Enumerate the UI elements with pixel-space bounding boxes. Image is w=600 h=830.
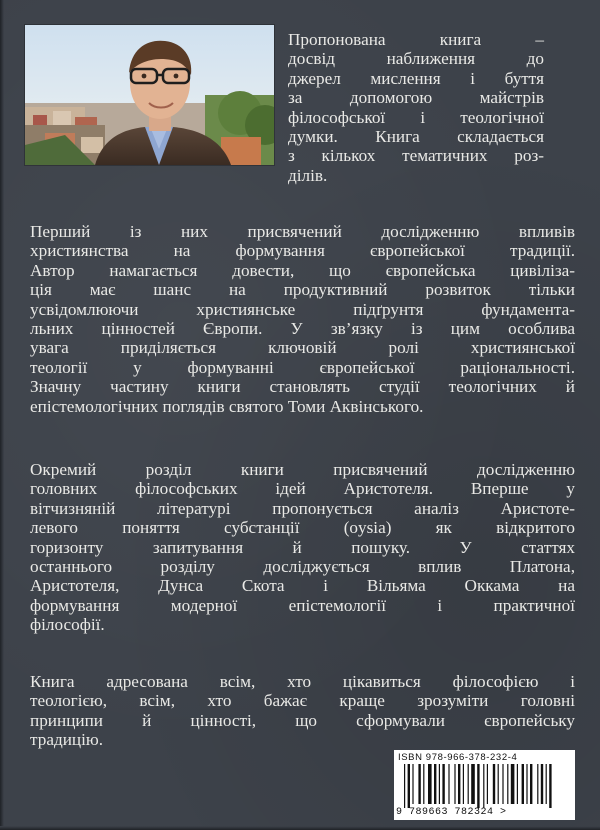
barcode-bar: [517, 764, 518, 804]
intro-line: джерел мислення і буття: [288, 68, 544, 88]
barcode-bar: [530, 764, 532, 804]
paragraph-first-section: [30, 222, 575, 416]
barcode-bar: [471, 764, 475, 804]
paragraph-line: теологією, всім, хто бажає краще зрозуміти головні: [30, 691, 575, 711]
paragraph-line: левого поняття субстанції (oysia) як відкритого: [30, 518, 575, 538]
paragraph-line: головних філософських ідей Аристотеля. Вперше у: [30, 479, 575, 499]
barcode-bars: [404, 764, 565, 808]
barcode-bar: [439, 764, 440, 804]
intro-line: досвід наближення до: [288, 49, 544, 69]
paragraph-line: Книга адресована всім, хто цікавиться філософією і: [30, 672, 575, 691]
barcode-bar: [546, 764, 547, 804]
cover-bottom-edge: [0, 826, 600, 830]
barcode-bar: [468, 764, 469, 804]
barcode-bar: [463, 764, 464, 804]
paragraph-line: принципи й цінності, що сформували європейську: [30, 710, 575, 730]
barcode-bar: [549, 764, 551, 808]
paragraph-line: епістемологічних поглядів святого Томи Аквінського.: [30, 396, 424, 416]
intro-line: за допомогою майстрів: [288, 88, 544, 108]
barcode-bar: [502, 764, 503, 804]
barcode-bar: [522, 764, 524, 804]
barcode-bar: [511, 764, 515, 804]
intro-line: ділів.: [288, 165, 328, 185]
isbn-barcode: [394, 750, 575, 820]
paragraph-line: філософії.: [30, 615, 105, 635]
paragraph-line: теології у формуванні європейської раціональності.: [30, 357, 575, 377]
paragraph-line: Окремий розділ книги присвячений дослідженню: [30, 460, 575, 479]
barcode-bar: [418, 764, 420, 804]
paragraph-line: усвідомлюючи християнське підґрунтя фундамента-: [30, 299, 575, 319]
paragraph-line: християнства на формування європейської традиції.: [30, 241, 575, 261]
paragraph-audience: [30, 672, 575, 750]
barcode-bar: [404, 764, 405, 808]
intro-line: Пропонована книга –: [288, 30, 544, 49]
paragraph-line: останнього розділу досліджується вплив Платона,: [30, 557, 575, 577]
intro-line: з кількох тематичних роз-: [288, 146, 544, 166]
barcode-bar: [498, 764, 499, 804]
paragraph-line: горизонту запитування й пошуку. У статтях: [30, 537, 575, 557]
cover-left-edge: [0, 0, 4, 830]
barcode-bar: [428, 764, 432, 804]
barcode-bar: [423, 764, 424, 804]
paragraph-line: Автор намагається довести, що європейська цивіліза-: [30, 260, 575, 280]
paragraph-line: вітчизняній літературі пропонується аналіз Аристоте-: [30, 498, 575, 518]
barcode-bar: [537, 764, 538, 804]
barcode-bar: [408, 764, 410, 808]
intro-paragraph: [288, 30, 544, 185]
ean-digits: 9 789663 782324 >: [396, 807, 507, 818]
paragraph-line: формування модерної епістемології і практичної: [30, 595, 575, 615]
barcode-bar: [541, 764, 543, 804]
isbn-label: ISBN 978-966-378-232-4: [398, 752, 518, 763]
barcode-bar: [448, 764, 449, 804]
barcode-bar: [458, 764, 460, 804]
barcode-bar: [526, 764, 527, 804]
paragraph-line: ція має шанс на продуктивний розвиток тільки: [30, 280, 575, 300]
barcode-bar: [442, 764, 444, 804]
barcode-bar: [454, 764, 455, 804]
barcode-bar: [483, 764, 484, 808]
paragraph-line: Перший із них присвячений дослідженню впливів: [30, 222, 575, 241]
intro-line: філософської і теологічної: [288, 107, 544, 127]
barcode-bar: [487, 764, 488, 804]
barcode-bar: [493, 764, 495, 804]
barcode-bar: [412, 764, 413, 804]
paragraph-line: увага приділяється ключовій ролі християнської: [30, 338, 575, 358]
paragraph-aristotle-section: [30, 460, 575, 635]
intro-line: думки. Книга складається: [288, 127, 544, 147]
paragraph-line: Аристотеля, Дунса Скота і Вільяма Оккама на: [30, 576, 575, 596]
barcode-bar: [477, 764, 479, 808]
paragraph-line: Значну частину книги становлять студії теологічних й: [30, 377, 575, 397]
barcode-bar: [507, 764, 508, 804]
author-photo: [25, 25, 274, 165]
paragraph-line: традицію.: [30, 730, 103, 750]
paragraph-line: льних цінностей Європи. У зв’язку із цим особлива: [30, 319, 575, 339]
barcode-bar: [434, 764, 436, 804]
